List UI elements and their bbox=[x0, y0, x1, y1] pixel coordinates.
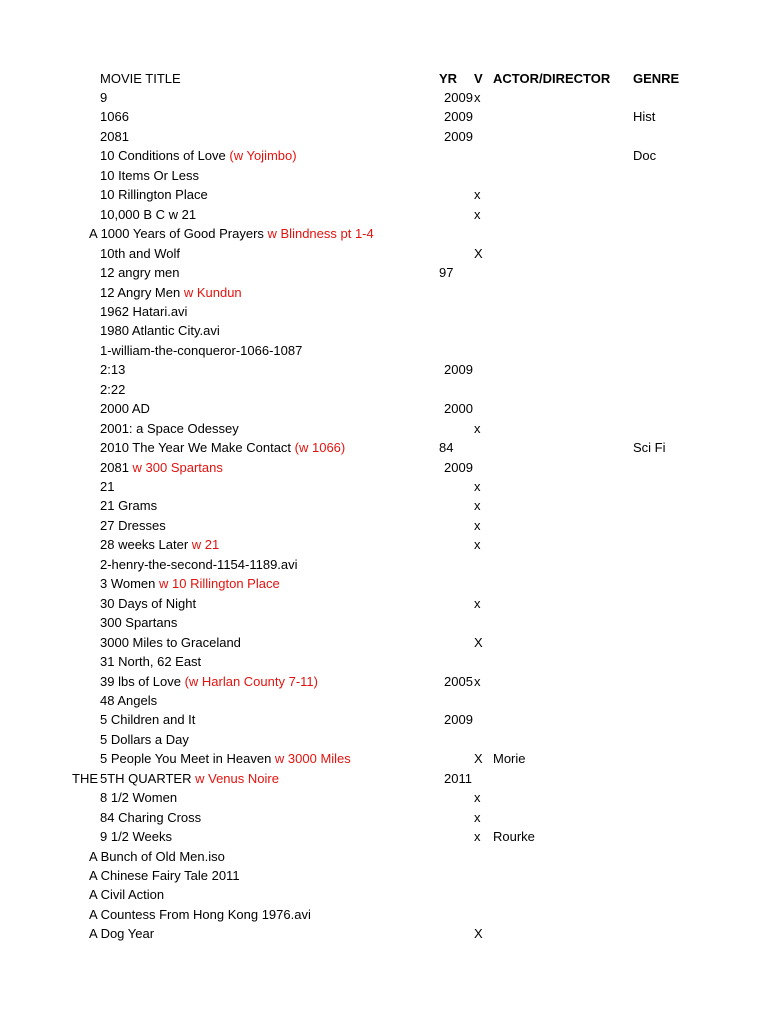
table-row bbox=[0, 206, 768, 226]
viewed-mark: x bbox=[474, 206, 481, 222]
movie-title bbox=[100, 400, 150, 418]
table-row bbox=[0, 128, 768, 148]
table-row bbox=[0, 925, 768, 945]
pairing-note: w 300 Spartans bbox=[132, 459, 223, 475]
viewed-mark: X bbox=[474, 751, 483, 767]
movie-title-text: 5TH QUARTER bbox=[100, 770, 196, 786]
movie-title-text: 31 North, 62 East bbox=[100, 654, 202, 670]
table-row bbox=[0, 167, 768, 187]
table-row bbox=[0, 478, 768, 498]
movie-title bbox=[100, 89, 107, 107]
genre-cell: Doc bbox=[633, 148, 657, 164]
movie-title bbox=[100, 634, 241, 652]
year-cell: 2009 bbox=[444, 109, 473, 125]
movie-title-text: A Civil Action bbox=[89, 887, 165, 903]
table-row bbox=[0, 361, 768, 381]
table-row bbox=[0, 634, 768, 654]
movie-title-text: 2000 AD bbox=[100, 401, 150, 417]
movie-title-text: 5 Dollars a Day bbox=[100, 731, 189, 747]
actor-director-cell: Morie bbox=[493, 751, 526, 767]
table-row bbox=[0, 459, 768, 479]
table-row bbox=[0, 439, 768, 459]
movie-title bbox=[100, 322, 220, 340]
movie-title-text: 12 angry men bbox=[100, 265, 180, 281]
movie-title-text: 21 Grams bbox=[100, 498, 158, 514]
movie-title bbox=[100, 478, 114, 496]
movie-title-text: A Chinese Fairy Tale 2011 bbox=[89, 868, 240, 883]
header-title: MOVIE TITLE bbox=[100, 71, 181, 86]
year-cell: 97 bbox=[439, 265, 454, 281]
table-row bbox=[0, 147, 768, 167]
viewed-mark: x bbox=[474, 187, 481, 203]
movie-title-text: 3000 Miles to Graceland bbox=[100, 634, 241, 650]
year-cell: 2000 bbox=[444, 401, 473, 417]
table-row bbox=[0, 284, 768, 304]
movie-title bbox=[100, 342, 302, 360]
movie-title bbox=[100, 770, 279, 788]
table-row bbox=[0, 245, 768, 265]
movie-title-text: 27 Dresses bbox=[100, 517, 166, 533]
movie-title-text: 2:22 bbox=[100, 381, 126, 397]
year-cell: 2005 bbox=[444, 673, 473, 689]
table-row bbox=[0, 789, 768, 809]
table-row bbox=[0, 400, 768, 420]
year-cell: 2009 bbox=[444, 362, 473, 378]
movie-title bbox=[100, 439, 345, 457]
movie-title bbox=[89, 848, 225, 866]
movie-title bbox=[100, 614, 177, 632]
year-cell: 2009 bbox=[444, 90, 473, 105]
movie-title-text: 1980 Atlantic City.avi bbox=[100, 323, 220, 339]
movie-title-text: A Dog Year bbox=[89, 926, 155, 942]
movie-title-text: 10th and Wolf bbox=[100, 245, 180, 261]
viewed-mark: X bbox=[474, 634, 483, 650]
movie-title-text: A 1000 Years of Good Prayers bbox=[89, 226, 268, 242]
movie-title-text: 30 Days of Night bbox=[100, 595, 197, 611]
table-row bbox=[0, 673, 768, 693]
viewed-mark: x bbox=[474, 673, 481, 689]
table-row bbox=[0, 264, 768, 284]
viewed-mark: x bbox=[474, 90, 481, 105]
movie-title bbox=[100, 361, 125, 379]
table-row bbox=[0, 536, 768, 556]
movie-title bbox=[89, 886, 164, 904]
year-cell: 2009 bbox=[444, 459, 473, 475]
movie-title-text: 12 Angry Men bbox=[100, 284, 184, 300]
movie-title bbox=[100, 517, 166, 535]
movie-title-text: A Bunch of Old Men.iso bbox=[89, 848, 225, 864]
pairing-note: w Venus Noire bbox=[195, 770, 279, 786]
movie-title bbox=[100, 167, 199, 185]
movie-title-text: 39 lbs of Love bbox=[100, 673, 185, 689]
year-cell: 2009 bbox=[444, 712, 473, 728]
table-row bbox=[0, 225, 768, 245]
movie-title bbox=[89, 906, 311, 924]
movie-title-text: 8 1/2 Women bbox=[100, 790, 178, 806]
movie-title-text: 2081 bbox=[100, 459, 133, 475]
movie-title-text: 5 People You Meet in Heaven bbox=[100, 751, 275, 767]
pairing-note: w Blindness pt 1-4 bbox=[267, 226, 374, 242]
table-row bbox=[0, 711, 768, 731]
movie-title bbox=[100, 128, 129, 146]
movie-title bbox=[100, 186, 208, 204]
movie-title bbox=[100, 381, 125, 399]
movie-title bbox=[100, 497, 157, 515]
pairing-note: w 10 Rillington Place bbox=[159, 576, 280, 592]
viewed-mark: x bbox=[474, 595, 481, 611]
movie-title bbox=[100, 264, 180, 282]
movie-title bbox=[100, 731, 189, 749]
movie-title bbox=[100, 673, 318, 691]
table-row bbox=[0, 575, 768, 595]
title-prefix: THE bbox=[72, 770, 98, 786]
table-row bbox=[0, 303, 768, 323]
movie-title-text: 10 Items Or Less bbox=[100, 167, 199, 183]
pairing-note: w 21 bbox=[191, 537, 220, 553]
pairing-note: (w Harlan County 7-11) bbox=[184, 673, 318, 689]
table-row bbox=[0, 517, 768, 537]
movie-title bbox=[100, 595, 196, 613]
movie-title bbox=[100, 809, 201, 827]
movie-title bbox=[100, 789, 177, 807]
movie-title-text: 3 Women bbox=[100, 576, 160, 592]
movie-title-text: 9 1/2 Weeks bbox=[100, 829, 173, 845]
movie-title bbox=[100, 711, 195, 729]
movie-title bbox=[100, 575, 280, 593]
movie-title bbox=[100, 303, 187, 321]
movie-title-text: 1-william-the-conqueror-1066-1087 bbox=[100, 342, 303, 358]
table-row bbox=[0, 420, 768, 440]
movie-title bbox=[100, 828, 172, 846]
year-cell: 84 bbox=[439, 440, 454, 456]
movie-title-text: 10 Conditions of Love bbox=[100, 148, 230, 164]
table-row bbox=[0, 750, 768, 770]
viewed-mark: X bbox=[474, 926, 483, 942]
genre-cell: Sci Fi bbox=[633, 440, 666, 456]
movie-title bbox=[100, 245, 180, 263]
movie-title bbox=[100, 653, 201, 671]
header-genre: GENRE bbox=[633, 71, 680, 86]
movie-title-text: 2-henry-the-second-1154-1189.avi bbox=[100, 556, 298, 572]
movie-title bbox=[100, 147, 297, 165]
viewed-mark: x bbox=[474, 479, 481, 494]
table-row bbox=[0, 497, 768, 517]
table-row bbox=[0, 595, 768, 615]
movie-title bbox=[100, 206, 196, 224]
movie-title bbox=[100, 536, 219, 554]
table-row bbox=[0, 653, 768, 673]
movie-title-text: 48 Angels bbox=[100, 692, 158, 708]
movie-title bbox=[100, 420, 239, 438]
table-row bbox=[0, 906, 768, 926]
viewed-mark: x bbox=[474, 517, 481, 533]
movie-title-text: 10 Rillington Place bbox=[100, 187, 208, 203]
header-v: V bbox=[474, 71, 483, 86]
pairing-note: (w Yojimbo) bbox=[229, 148, 297, 164]
movie-title-text: 1962 Hatari.avi bbox=[100, 303, 188, 319]
table-row bbox=[0, 692, 768, 712]
movie-title bbox=[100, 556, 298, 574]
viewed-mark: x bbox=[474, 420, 481, 436]
table-row bbox=[0, 556, 768, 576]
movie-title-text: 1066 bbox=[100, 109, 129, 125]
movie-title-text: A Countess From Hong Kong 1976.avi bbox=[89, 906, 311, 922]
movie-title bbox=[100, 284, 242, 302]
table-row bbox=[0, 89, 768, 109]
movie-title-text: 300 Spartans bbox=[100, 615, 178, 631]
movie-title bbox=[100, 108, 129, 126]
table-row bbox=[0, 186, 768, 206]
movie-title-text: 84 Charing Cross bbox=[100, 809, 202, 825]
pairing-note: w 3000 Miles bbox=[274, 751, 351, 767]
viewed-mark: x bbox=[474, 829, 481, 845]
table-row bbox=[0, 770, 768, 790]
viewed-mark: x bbox=[474, 809, 481, 825]
table-row bbox=[0, 886, 768, 906]
table-row bbox=[0, 108, 768, 128]
movie-title-text: 10,000 B C w 21 bbox=[100, 206, 197, 222]
movie-title-text: 28 weeks Later bbox=[100, 537, 192, 553]
movie-title bbox=[100, 692, 157, 710]
movie-title bbox=[89, 225, 374, 243]
movie-title-text: 21 bbox=[100, 479, 115, 494]
movie-title-text: 2001: a Space Odessey bbox=[100, 420, 239, 436]
table-row bbox=[0, 322, 768, 342]
pairing-note: (w 1066) bbox=[294, 440, 346, 456]
viewed-mark: x bbox=[474, 498, 481, 514]
pairing-note: w Kundun bbox=[183, 284, 242, 300]
header-yr: YR bbox=[439, 71, 458, 86]
table-row bbox=[0, 848, 768, 868]
year-cell: 2009 bbox=[444, 128, 473, 144]
genre-cell: Hist bbox=[633, 109, 656, 125]
movie-title-text: 2010 The Year We Make Contact bbox=[100, 440, 295, 456]
viewed-mark: X bbox=[474, 245, 483, 261]
viewed-mark: x bbox=[474, 537, 481, 553]
table-row bbox=[0, 867, 768, 887]
movie-title bbox=[100, 750, 351, 768]
movie-title bbox=[100, 459, 223, 477]
year-cell: 2011 bbox=[444, 770, 472, 786]
table-row bbox=[0, 614, 768, 634]
table-row bbox=[0, 731, 768, 751]
movie-title-text: 9 bbox=[100, 90, 108, 105]
table-row bbox=[0, 828, 768, 848]
movie-title bbox=[89, 867, 240, 885]
movie-title-text: 5 Children and It bbox=[100, 712, 196, 728]
header-actor-director: ACTOR/DIRECTOR bbox=[493, 71, 611, 86]
movie-title-text: 2081 bbox=[100, 128, 129, 144]
table-row bbox=[0, 342, 768, 362]
table-row bbox=[0, 809, 768, 829]
movie-title bbox=[89, 925, 154, 943]
actor-director-cell: Rourke bbox=[493, 829, 535, 845]
viewed-mark: x bbox=[474, 790, 481, 806]
table-row bbox=[0, 381, 768, 401]
movie-title-text: 2:13 bbox=[100, 362, 126, 378]
